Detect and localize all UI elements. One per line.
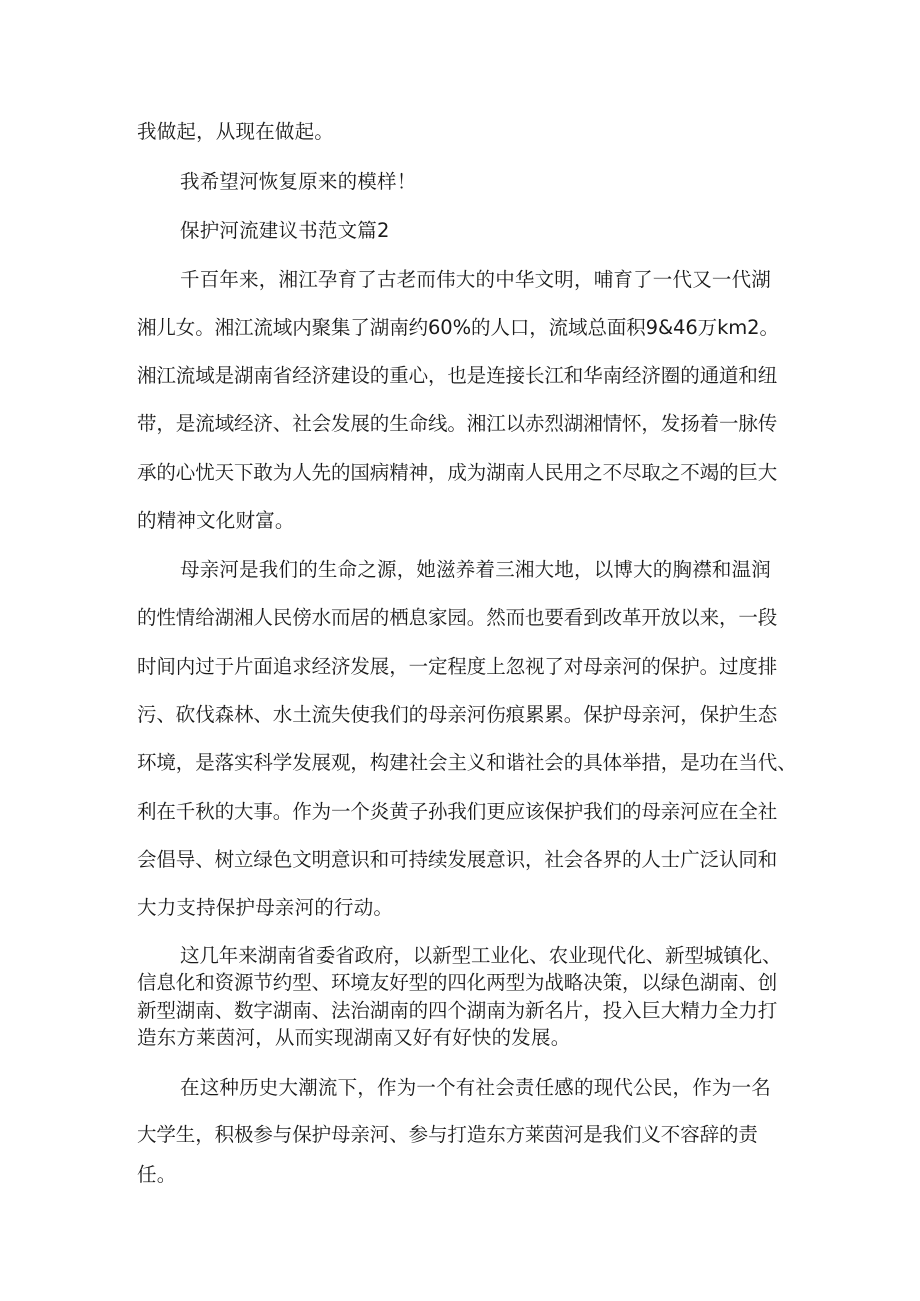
- text-line: 湘儿女。湘江流域内聚集了湖南约60%的人口，流域总面积9&46万km2。: [137, 316, 779, 339]
- text-line: 承的心忧天下敢为人先的国病精神，成为湖南人民用之不尽取之不竭的巨大: [137, 461, 778, 484]
- text-line: 环境，是落实科学发展观，构建社会主义和谐社会的具体举措，是功在当代、: [137, 751, 797, 774]
- text-line: 新型湖南、数字湖南、法治湖南的四个湖南为新名片，投入巨大精力全力打: [137, 999, 778, 1022]
- text-line: 污、砍伐森林、水土流失使我们的母亲河伤痕累累。保护母亲河，保护生态: [137, 703, 778, 726]
- text-line: 大力支持保护母亲河的行动。: [137, 896, 394, 919]
- text-line: 任。: [137, 1163, 177, 1186]
- text-line: 湘江流域是湖南省经济建设的重心，也是连接长江和华南经济圈的通道和纽: [137, 364, 778, 387]
- text-line: 信息化和资源节约型、环境友好型的四化两型为战略决策，以绿色湖南、创: [137, 971, 778, 994]
- text-line: 我做起，从现在做起。: [137, 120, 335, 143]
- text-line: 我希望河恢复原来的模样！: [180, 170, 417, 193]
- text-line: 千百年来，湘江孕育了古老而伟大的中华文明，哺育了一代又一代湖: [180, 268, 772, 291]
- text-line: 会倡导、树立绿色文明意识和可持续发展意识，社会各界的人士广泛认同和: [137, 848, 778, 871]
- text-line: 这几年来湖南省委省政府，以新型工业化、农业现代化、新型城镇化、: [180, 944, 782, 967]
- text-line: 造东方莱茵河，从而实现湖南又好有好快的发展。: [137, 1026, 571, 1049]
- text-line: 在这种历史大潮流下，作为一个有社会责任感的现代公民，作为一名: [180, 1076, 772, 1099]
- text-line: 母亲河是我们的生命之源，她滋养着三湘大地，以博大的胸襟和温润: [180, 558, 772, 581]
- text-line: 利在千秋的大事。作为一个炎黄子孙我们更应该保护我们的母亲河应在全社: [137, 800, 778, 823]
- section-heading: 保护河流建议书范文篇2: [180, 219, 390, 242]
- text-line: 大学生，积极参与保护母亲河、参与打造东方莱茵河是我们义不容辞的责: [137, 1123, 758, 1146]
- text-line: 的性情给湖湘人民傍水而居的栖息家园。然而也要看到改革开放以来，一段: [137, 606, 778, 629]
- text-line: 时间内过于片面追求经济发展，一定程度上忽视了对母亲河的保护。过度排: [137, 655, 778, 678]
- text-line: 带，是流域经济、社会发展的生命线。湘江以赤烈湖湘情怀，发扬着一脉传: [137, 412, 778, 435]
- text-line: 的精神文化财富。: [137, 509, 295, 532]
